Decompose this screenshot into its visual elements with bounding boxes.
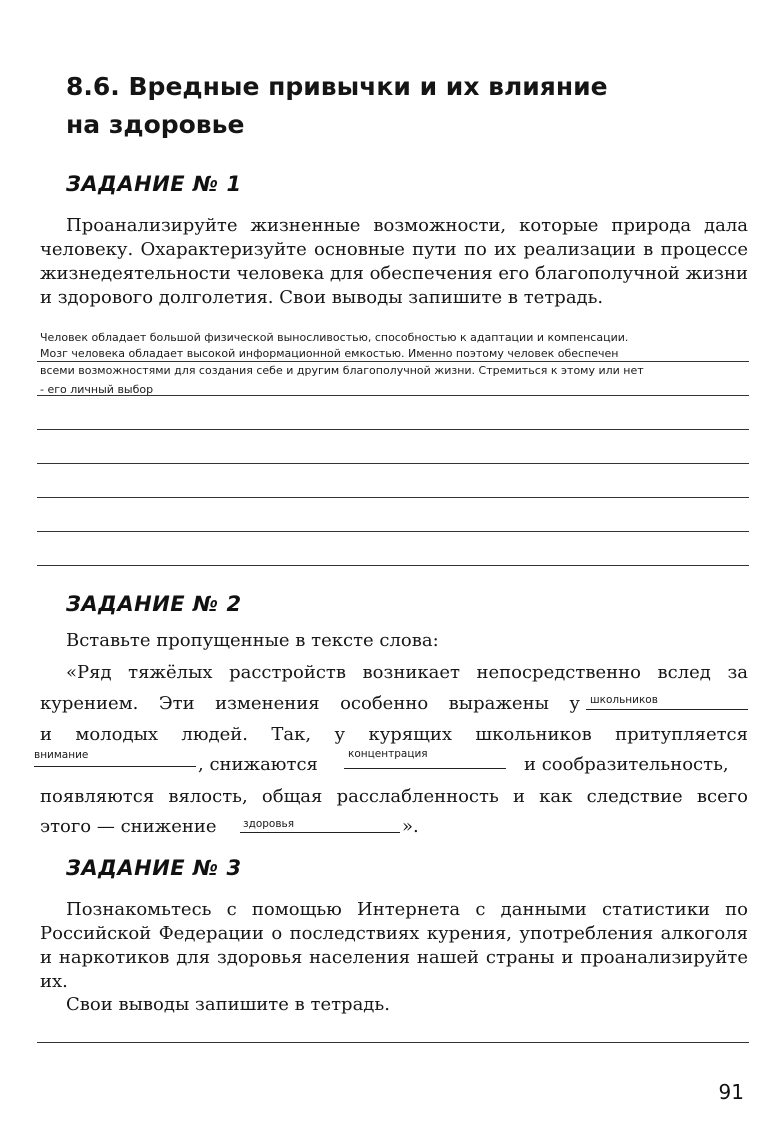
page-number: 91 <box>718 1080 744 1104</box>
task2-line1: «Ряд тяжёлых расстройств возникает непосредственно вслед за <box>66 662 748 683</box>
task1-heading: ЗАДАНИЕ № 1 <box>66 172 242 196</box>
task2-line4a: , снижаются <box>198 754 318 775</box>
section-title-line1: 8.6. Вредные привычки и их влияние <box>66 72 608 101</box>
blank-line-3 <box>344 768 506 769</box>
task1-answer-line3: всеми возможностями для создания себе и другим благополучной жизни. Стремиться к этому или нет <box>40 364 644 377</box>
task2-line4b: и сообразительность, <box>524 754 729 775</box>
task1-text: Проанализируйте жизненные возможности, которые природа дала человеку. Охарактеризуйте основные пути по их реализации в процессе жизнедеятельности человека для обеспечения его благополучной жизни и здорового долголетия. Свои выводы запишите в тетрадь. <box>40 215 748 308</box>
blank-answer-4: здоровья <box>243 818 295 830</box>
task2-line6b: ». <box>402 816 419 837</box>
writing-line <box>37 1042 749 1043</box>
task1-answer-line2: Мозг человека обладает высокой информационной емкостью. Именно поэтому человек обеспечен <box>40 347 619 360</box>
task3-text2: Свои выводы запишите в тетрадь. <box>66 994 390 1015</box>
task1-answer-line1: Человек обладает большой физической выносливостью, способностью к адаптации и компенсации. <box>40 331 629 344</box>
task2-line2: курением. Эти изменения особенно выражены у <box>40 693 580 714</box>
blank-line-1 <box>586 709 748 710</box>
section-title <box>66 68 746 144</box>
writing-line <box>37 497 749 498</box>
blank-answer-1: школьников <box>590 694 658 706</box>
task3-heading: ЗАДАНИЕ № 3 <box>66 856 242 880</box>
writing-line <box>37 463 749 464</box>
task2-instruction: Вставьте пропущенные в тексте слова: <box>66 630 439 651</box>
writing-line <box>37 429 749 430</box>
writing-line <box>37 361 749 362</box>
writing-line <box>37 565 749 566</box>
blank-answer-3: концентрация <box>348 748 428 760</box>
task2-line5: появляются вялость, общая расслабленность и как следствие всего <box>40 786 748 807</box>
task2-line3: и молодых людей. Так, у курящих школьников притупляется <box>40 724 748 745</box>
writing-line <box>37 395 749 396</box>
task2-line6a: этого — снижение <box>40 816 217 837</box>
task2-heading: ЗАДАНИЕ № 2 <box>66 592 242 616</box>
writing-line <box>37 531 749 532</box>
blank-line-2 <box>34 766 196 767</box>
task3-text: Познакомьтесь с помощью Интернета с данными статистики по Российской Федерации о последствиях курения, употребления алкоголя и наркотиков для здоровья населения нашей страны и проанализируйте их. <box>40 899 748 992</box>
task1-answer-line4: - его личный выбор <box>40 383 154 396</box>
blank-line-4 <box>240 832 400 833</box>
blank-answer-2: внимание <box>34 749 89 761</box>
section-title-line2: на здоровье <box>66 110 245 139</box>
